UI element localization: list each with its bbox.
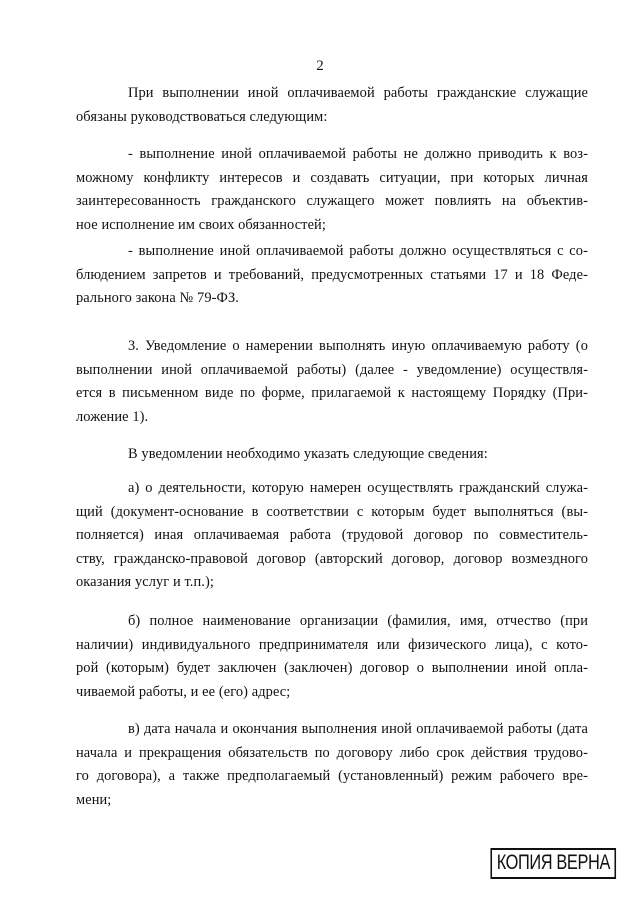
text-line: щий (документ-основание в соответствии с которым будет выполняться (вы- <box>76 503 588 520</box>
text-line: рой (которым) будет заключен (заключен) договор о выполнении иной опла- <box>76 660 588 676</box>
text-line: 3. Уведомление о намерении выполнять иную оплачиваемую работу (о <box>128 338 588 354</box>
text-line: заинтересованность гражданского служащего может повлиять на объектив- <box>76 193 588 209</box>
paragraph-item-v <box>76 718 588 812</box>
text-line: чиваемой работы, и ее (его) адрес; <box>76 683 291 700</box>
text-line: можному конфликту интересов и создавать ситуации, при которых личная <box>76 169 588 186</box>
text-line: выполнении иной оплачиваемой работы) (далее - уведомление) осуществля- <box>76 361 588 378</box>
paragraph-point-3 <box>76 335 588 429</box>
paragraph-item-conflict <box>76 143 588 237</box>
text-line: полняется) иная оплачиваемая работа (трудовой договор по совместитель- <box>76 527 588 543</box>
paragraph-item-bans <box>76 240 588 311</box>
text-line: начала и прекращения обязательств по договору либо срок действия трудово- <box>76 744 588 761</box>
text-line: наличии) индивидуального предпринимателя или физического лица), с кото- <box>76 636 588 653</box>
text-line: мени; <box>76 791 112 808</box>
copy-certified-stamp: КОПИЯ ВЕРНА <box>490 848 616 879</box>
text-line: в) дата начала и окончания выполнения иной оплачиваемой работы (дата <box>128 721 588 737</box>
text-line: го договора), а также предполагаемый (установленный) режим рабочего вре- <box>76 768 588 784</box>
text-line: а) о деятельности, которую намерен осуществлять гражданский служа- <box>128 480 588 496</box>
page-number: 2 <box>316 58 324 74</box>
text-line: рального закона № 79-ФЗ. <box>76 290 239 306</box>
text-line: ется в письменном виде по форме, прилагаемой к настоящему Порядку (При- <box>76 385 588 401</box>
paragraph-item-b <box>76 610 588 704</box>
text-line: - выполнение иной оплачиваемой работы не должно приводить к воз- <box>128 146 588 162</box>
paragraph-required-info <box>128 443 588 467</box>
text-line: При выполнении иной оплачиваемой работы гражданские служащие <box>128 85 588 101</box>
text-line: ное исполнение им своих обязанностей; <box>76 216 326 233</box>
text-line: - выполнение иной оплачиваемой работы должно осуществляться с со- <box>128 243 588 259</box>
text-line: обязаны руководствоваться следующим: <box>76 108 328 125</box>
text-line: ству, гражданско-правовой договор (авторский договор, договор возмездного <box>76 550 588 567</box>
text-line: ложение 1). <box>76 408 149 425</box>
paragraph-intro <box>76 82 588 129</box>
text-line: блюдением запретов и требований, предусмотренных статьями 17 и 18 Феде- <box>76 266 588 283</box>
paragraph-item-a <box>76 477 588 595</box>
text-line: б) полное наименование организации (фамилия, имя, отчество (при <box>128 613 588 629</box>
text-line: оказания услуг и т.п.); <box>76 574 214 590</box>
text-line: В уведомлении необходимо указать следующие сведения: <box>128 446 488 462</box>
